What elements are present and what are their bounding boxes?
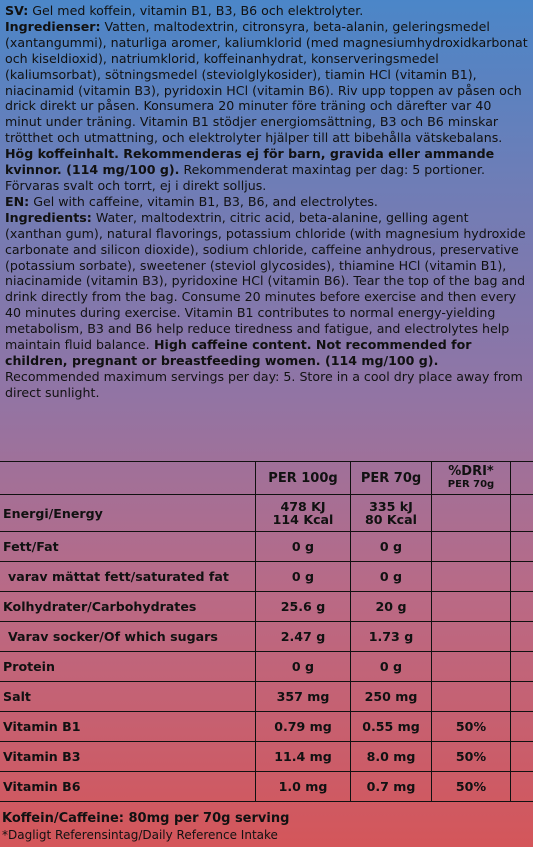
energy-kj-70: 335 kJ	[369, 499, 413, 514]
table-row	[0, 622, 533, 652]
row-dri	[431, 652, 510, 681]
row-per70: 0 g	[350, 532, 431, 561]
table-header	[0, 462, 533, 495]
row-per100	[255, 495, 350, 531]
header-dri-sub: PER 70g	[447, 479, 495, 490]
row-per100: 0 g	[255, 562, 350, 591]
row-spacer	[510, 652, 533, 681]
row-spacer	[510, 712, 533, 741]
en-ingredients: Water, maltodextrin, citric acid, beta-alanine, gelling agent (xanthan gum), natural flavorings, potassium chloride (with magnesium hydroxide carbonate and silicon dioxide), sodium chloride, caffeine anhydrous, preservative (potassium sorbate), sweetener (steviol glycosides), thiamine HCl (vitamin B1), niacinamide (vitamin B3), pyridoxine HCl (vitamin B6). Tear the top of the bag and drink directly from the bag. Consume 20 minutes before exercise and then every 40 minutes during exercise. Vitamin B1 contributes to normal energy-yielding metabolism, B3 and B6 help reduce tiredness and fatigue, and electrolytes help maintain fluid balance.	[5, 209, 526, 353]
row-spacer	[510, 742, 533, 771]
row-per70: 20 g	[350, 592, 431, 621]
row-per70: 0 g	[350, 652, 431, 681]
row-per100: 25.6 g	[255, 592, 350, 621]
en-warning: High caffeine content. Not recommended for children, pregnant or breastfeeding women. (114 mg/100 g).	[5, 337, 472, 368]
caffeine-note: Koffein/Caffeine: 80mg per 70g serving	[2, 811, 290, 826]
table-row	[0, 682, 533, 712]
row-per100: 0 g	[255, 532, 350, 561]
energy-kj-100: 478 KJ	[280, 499, 326, 514]
row-name: Energi/Energy	[3, 505, 103, 521]
sv-prefix: SV:	[5, 3, 29, 18]
swedish-paragraph	[5, 3, 528, 194]
energy-kcal-100: 114 Kcal	[272, 512, 334, 527]
table-row	[0, 532, 533, 562]
row-name: Fett/Fat	[3, 539, 59, 554]
row-name: Vitamin B6	[3, 779, 81, 794]
header-dri-label: %DRI*	[448, 464, 494, 479]
table-row	[0, 652, 533, 682]
row-spacer	[510, 562, 533, 591]
header-dri	[431, 462, 510, 494]
row-name: Salt	[3, 689, 31, 704]
row-name: Vitamin B1	[3, 719, 81, 734]
sv-ingredients-label: Ingredienser:	[5, 18, 101, 34]
row-spacer	[510, 772, 533, 801]
sv-dosage: Rekommenderat maxintag per dag: 5 portioner. Förvaras svalt och torrt, ej i direkt solljus.	[5, 162, 486, 193]
row-per100: 357 mg	[255, 682, 350, 711]
row-dri: 50%	[431, 712, 510, 741]
label-text	[5, 3, 528, 401]
header-spacer	[510, 462, 533, 494]
row-name: varav mättat fett/saturated fat	[8, 569, 229, 584]
row-per100: 0 g	[255, 652, 350, 681]
row-per100: 1.0 mg	[255, 772, 350, 801]
row-spacer	[510, 532, 533, 561]
row-spacer	[510, 495, 533, 531]
row-per70: 0 g	[350, 562, 431, 591]
nutrition-table	[0, 461, 533, 802]
row-spacer	[510, 682, 533, 711]
sv-ingredients: Vatten, maltodextrin, citronsyra, beta-alanin, geleringsmedel (xantangummi), naturliga aromer, kaliumklorid (med magnesiumhydroxidkarbonat och kiseldioxid), natriumklorid, koffeinanhydrat, konserveringsmedel (kaliumsorbat), sötningsmedel (steviolglykosider), tiamin HCl (vitamin B1), niacinamid (vitamin B3), pyridoxin HCl (vitamin B6). Riv upp toppen av påsen och drick direkt ur påsen. Konsumera 20 minuter före träning och därefter var 40 minut under träning. Vitamin B1 stödjer energiomsättning, B3 och B6 minskar trötthet och utmattning, och elektrolyter hjälper till att bibehålla vätskebalans.	[5, 18, 528, 146]
header-blank	[0, 462, 255, 494]
row-per100: 0.79 mg	[255, 712, 350, 741]
row-name: Varav socker/Of which sugars	[8, 629, 218, 644]
dri-footnote: *Dagligt Referensintag/Daily Reference Intake	[2, 828, 278, 842]
row-dri	[431, 592, 510, 621]
row-name: Protein	[3, 659, 55, 674]
row-spacer	[510, 592, 533, 621]
header-per100: PER 100g	[255, 462, 350, 494]
row-per100: 11.4 mg	[255, 742, 350, 771]
table-row	[0, 495, 533, 532]
row-dri	[431, 682, 510, 711]
row-name: Vitamin B3	[3, 749, 81, 764]
row-name: Kolhydrater/Carbohydrates	[3, 599, 197, 614]
row-dri	[431, 562, 510, 591]
energy-kcal-70: 80 Kcal	[365, 512, 417, 527]
row-per70: 8.0 mg	[350, 742, 431, 771]
en-intro: Gel with caffeine, vitamin B1, B3, B6, and electrolytes.	[29, 193, 378, 209]
row-spacer	[510, 622, 533, 651]
en-prefix: EN:	[5, 193, 30, 209]
table-row	[0, 772, 533, 802]
row-per70: 1.73 g	[350, 622, 431, 651]
en-ingredients-label: Ingredients:	[5, 209, 92, 225]
row-dri: 50%	[431, 772, 510, 801]
row-per100: 2.47 g	[255, 622, 350, 651]
row-per70	[350, 495, 431, 531]
row-dri: 50%	[431, 742, 510, 771]
en-dosage: Recommended maximum servings per day: 5. Store in a cool dry place away from direct sunlight.	[5, 368, 523, 400]
row-per70: 0.55 mg	[350, 712, 431, 741]
row-dri	[431, 495, 510, 531]
row-per70: 250 mg	[350, 682, 431, 711]
table-row	[0, 592, 533, 622]
header-per70: PER 70g	[350, 462, 431, 494]
table-row	[0, 712, 533, 742]
table-row	[0, 562, 533, 592]
sv-warning: Hög koffeinhalt. Rekommenderas ej för barn, gravida eller ammande kvinnor. (114 mg/100 g).	[5, 146, 495, 178]
row-dri	[431, 532, 510, 561]
sv-intro: Gel med koffein, vitamin B1, B3, B6 och elektrolyter.	[28, 3, 364, 18]
row-dri	[431, 622, 510, 651]
table-row	[0, 742, 533, 772]
row-per70: 0.7 mg	[350, 772, 431, 801]
english-paragraph	[5, 194, 528, 401]
